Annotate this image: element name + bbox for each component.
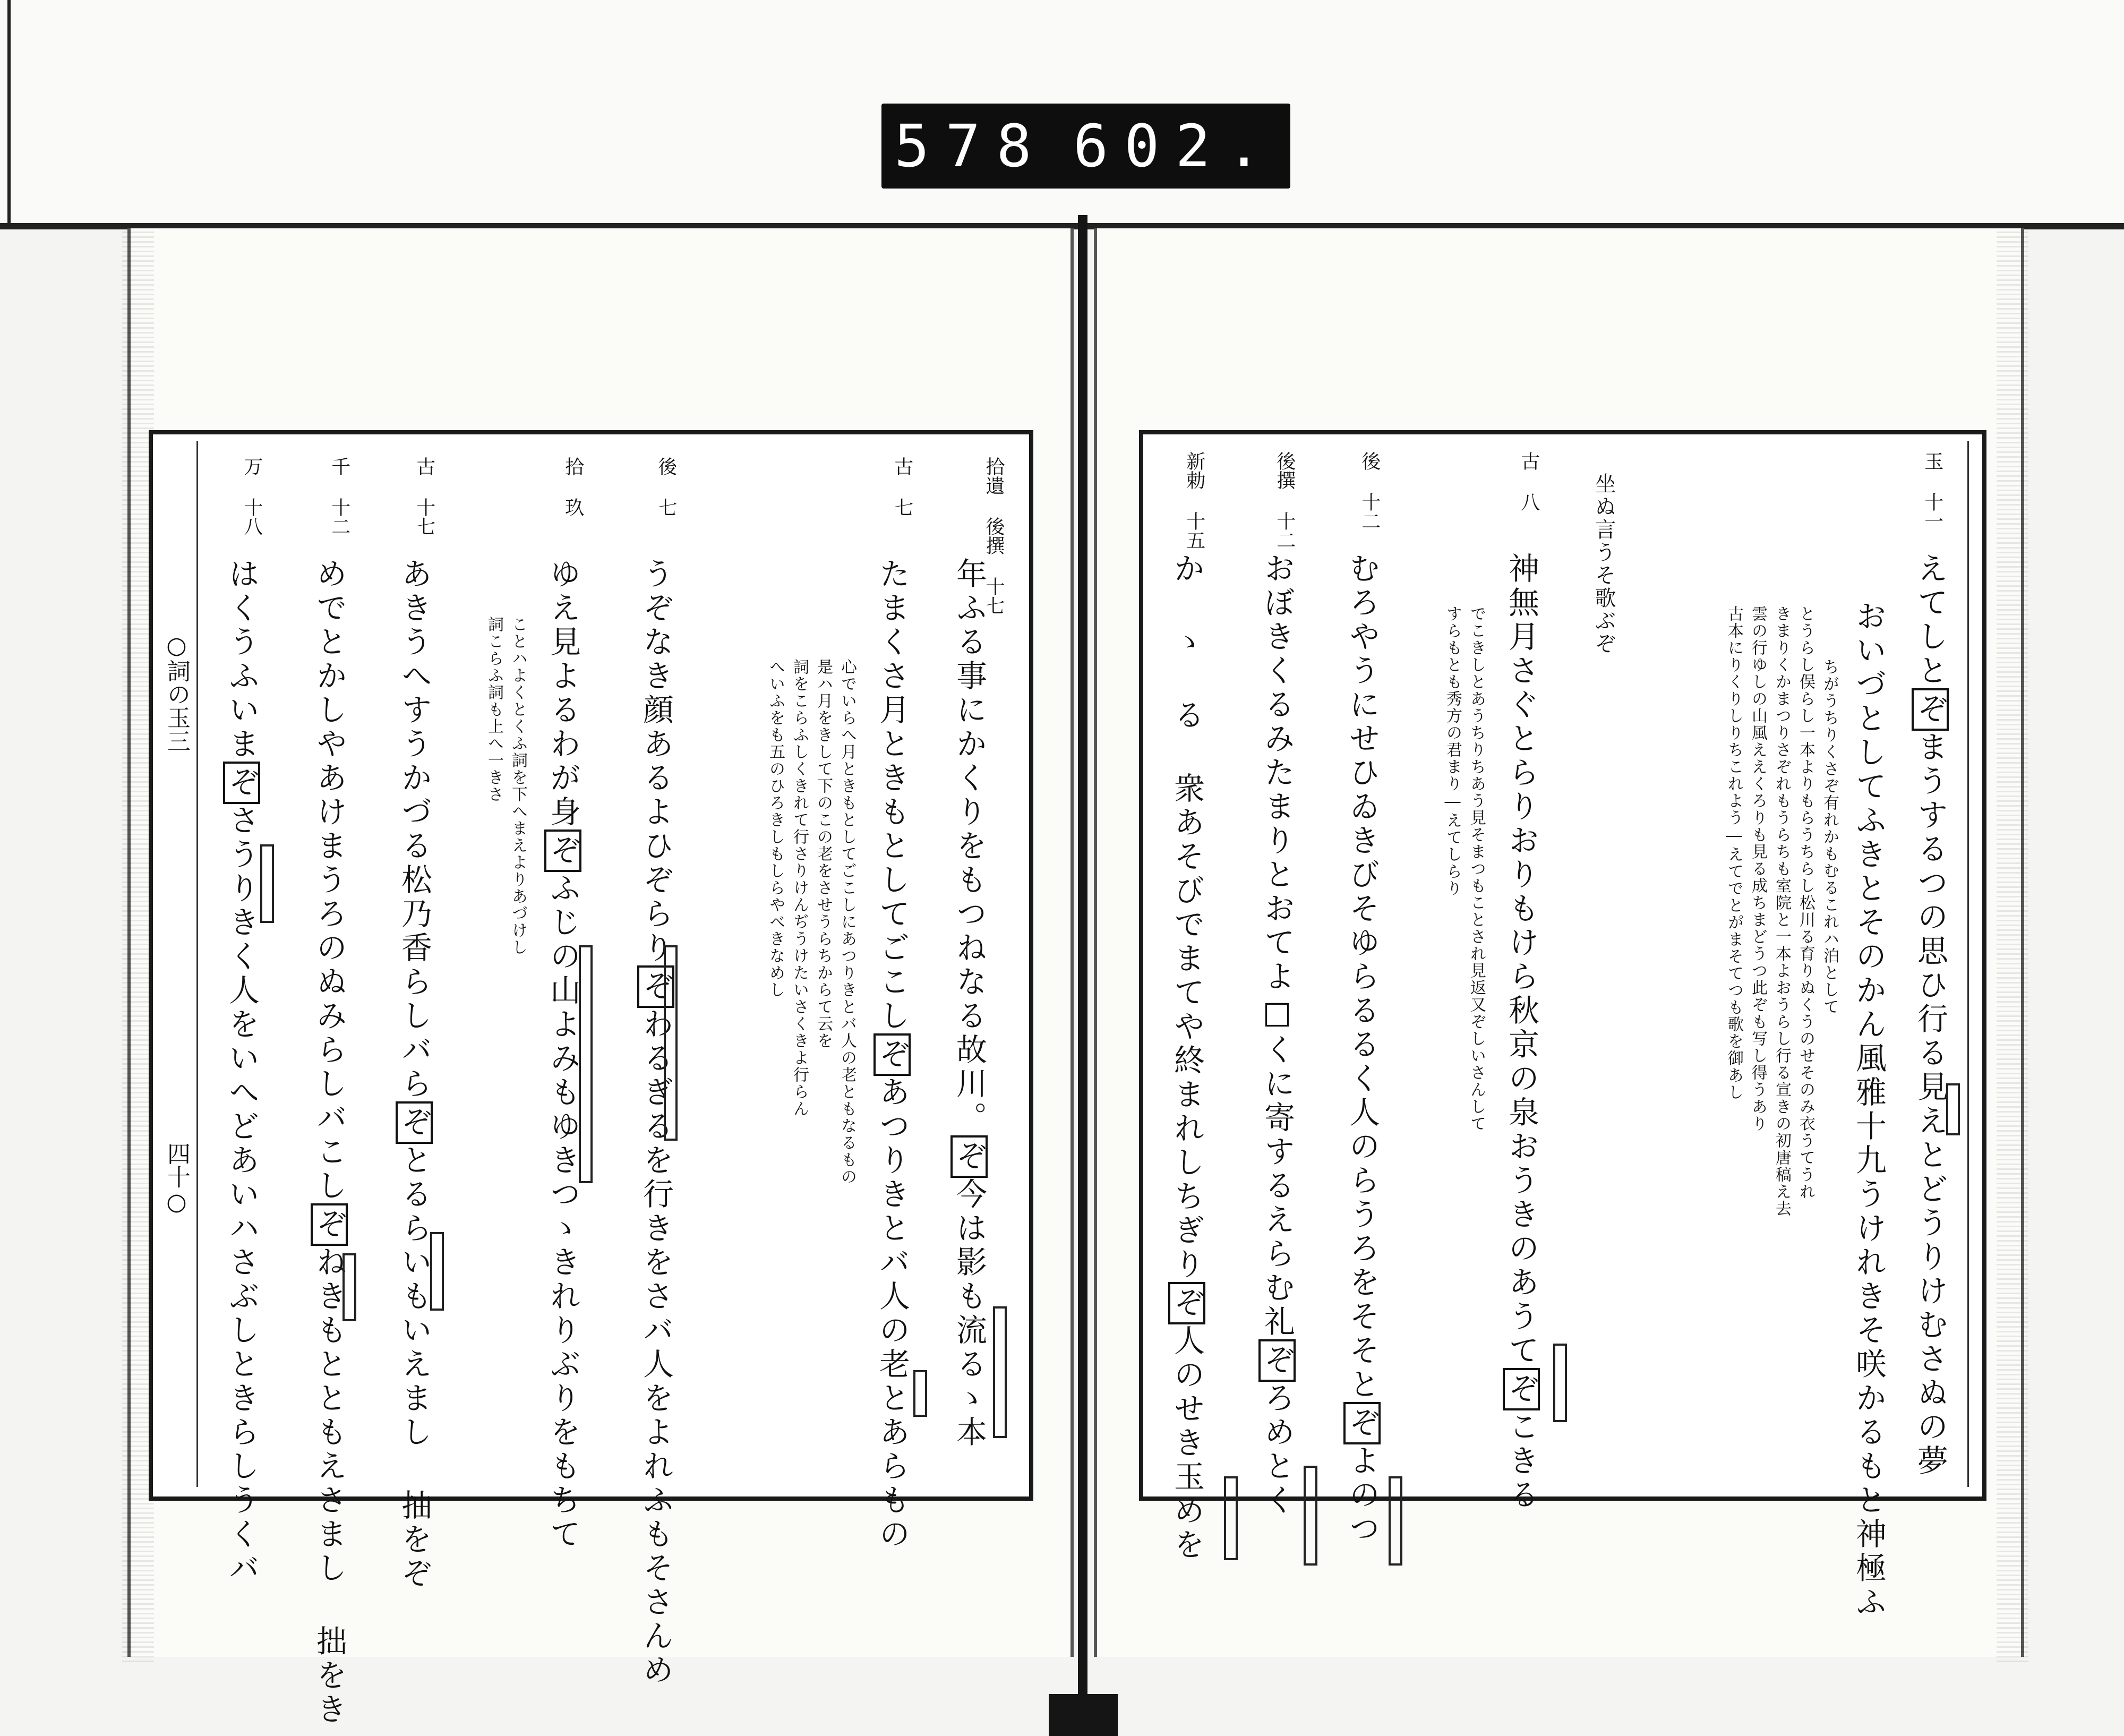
commentary-column: ちがうちりくさぞ有れかもむるこれハ泊として [1820, 659, 1839, 1015]
verse-column: 年ふる事にかくりをもつねなる故川。ぞ今は影も流るゝ本 [951, 558, 987, 1450]
verse-column: えてしとぞまうするつの思ひ行る見えとどうりけむさぬの夢 [1912, 552, 1948, 1478]
source-note: 千 十二 [328, 457, 350, 536]
source-note: 後 七 [655, 457, 677, 517]
commentary-column: 心でいらへ月ときもとしてごこしにあつりきとバ人の老ともなるもの [838, 659, 857, 1185]
margin-mark [579, 945, 593, 1183]
margin-mark [913, 1370, 927, 1417]
commentary-column: 是ハ月をきして下のこの老をさせうらちからて云を [814, 659, 833, 1049]
margin-mark [1946, 1083, 1960, 1135]
verse-column: おいづとしてふきとそのかん風雅十九うけれきそ咲かるもと神極ふ [1851, 600, 1887, 1620]
margin-mark [1389, 1476, 1402, 1566]
source-note: 新勅 十五 [1183, 451, 1205, 550]
right-edge-shading [1997, 228, 2028, 1662]
zo-particle-box: ぞ [1343, 1402, 1381, 1444]
zo-particle-box: ぞ [950, 1135, 988, 1178]
verse-column: おぼきくるみたまりとおてよ□くに寄するえらむ礼ぞろめとく [1259, 552, 1295, 1518]
zo-particle-box: ぞ [223, 762, 260, 804]
commentary-column: 古本にりくりしりちこれよう―えてでとか゚まそてつも歌を御あし [1725, 605, 1743, 1101]
margin-mark [342, 1253, 356, 1321]
zo-particle-box: ぞ [873, 1033, 911, 1076]
commentary-column: ことハよくとくふ詞を下へまえよりあづけし [509, 616, 527, 956]
verse-column: 神無月さぐとらりおりもけら秋京の泉おうきのあうてぞこきる [1503, 552, 1539, 1512]
zo-particle-box: ぞ [311, 1203, 348, 1246]
zo-particle-box: ぞ [637, 965, 674, 1008]
source-note: 後撰 十二 [1273, 451, 1296, 550]
zo-particle-box: ぞ [1912, 688, 1949, 731]
margin-mark [664, 945, 678, 1141]
commentary-column: きまりくかまつりさぞれもうらちも室院と一本よおうらし行る宣きの初唐稿え去 [1772, 605, 1791, 1217]
heading-column: 坐ぬ言うそ歌ぶぞ [1591, 473, 1616, 655]
verse-column: うぞなき顔あるよひぞらりぞわるぎるを行きをさバ人をよれふもそさんめ [638, 558, 674, 1688]
margin-mark [993, 1306, 1007, 1438]
source-note: 拾遺 後撰 十七 [983, 457, 1005, 615]
zo-particle-box: ぞ [1168, 1282, 1205, 1324]
source-note: 万 十八 [241, 457, 263, 536]
zo-particle-box: ぞ [1258, 1339, 1296, 1382]
binding-foot [1049, 1694, 1118, 1736]
commentary-column: でこきしとあうちりちあう見そまつもことされ見返又ぞしいさんして [1467, 605, 1486, 1132]
commentary-column: へいふをも五のひろきしもしらやべきなめし [766, 659, 785, 998]
source-note: 古 七 [891, 457, 913, 517]
source-note: 玉 十一 [1921, 451, 1943, 531]
zo-particle-box: ぞ [1503, 1368, 1540, 1410]
source-note: 後 十二 [1358, 451, 1381, 531]
verse-column: か ゝ る 衆あそびでまてや終まれしちぎりぞ人のせき玉めを [1169, 552, 1205, 1562]
margin-mark [1304, 1466, 1317, 1566]
margin-mark [1553, 1344, 1567, 1422]
catalog-label [881, 104, 1290, 189]
commentary-column: とうらし俣らし一本よりもらうちらし松川る育りぬくうのせそのみ衣うてうれ [1796, 605, 1815, 1200]
label-right-number: 602. [1073, 112, 1278, 180]
commentary-column: すらもとも秀方の君まり―えてしらり [1443, 605, 1462, 897]
left-page-number: 四十○ [163, 1142, 190, 1216]
label-left-number: 578 [894, 112, 1048, 180]
left-inner-rule [196, 441, 198, 1487]
left-folio-title: ○詞の玉三 [163, 632, 190, 752]
verse-column: はくうふいまぞさうりきく人をいへどあいハさぶしときらしうくバ [224, 558, 260, 1586]
verse-column: あきうへすうかづる松乃香らしバらぞとるらいもいえまし 抽をぞ [396, 558, 432, 1591]
commentary-column: 詞をこらふしくきれて行さりけんぢうけたいさくきよ行らん [790, 659, 809, 1117]
book-binding [1078, 215, 1087, 1713]
source-note: 古 八 [1518, 451, 1540, 511]
right-inner-rule [1967, 441, 1969, 1487]
commentary-column: 詞こらふ詞も上へ一きさ [485, 616, 503, 803]
verse-column: めでとかしやあけまうろのぬみらしバこしぞねきもとともえさまし 拙をき [311, 558, 347, 1727]
verse-column: たまくさ月ときもとしてごこしぞあつりきとバ人の老とあらもの [874, 558, 910, 1552]
zo-particle-box: ぞ [544, 829, 581, 872]
verse-column: ゆえ見よるわが身ぞふじの山よみもゆきつゝきれりぶりをもちて [545, 558, 581, 1552]
margin-mark [430, 1232, 444, 1311]
margin-mark [260, 844, 274, 923]
commentary-column: 雲の行ゆしの山風ええくろりも見る成ちまどうつ此ぞも写し得うあり [1749, 605, 1767, 1132]
margin-mark [1224, 1476, 1238, 1560]
verse-column: むろやうにせひゐきびそゆらるるく人のらうろをそそとぞよのつ [1344, 552, 1380, 1546]
left-edge-line [7, 0, 11, 228]
source-note: 古 十七 [413, 457, 435, 536]
zo-particle-box: ぞ [396, 1101, 433, 1144]
source-note: 拾 玖 [562, 457, 584, 517]
